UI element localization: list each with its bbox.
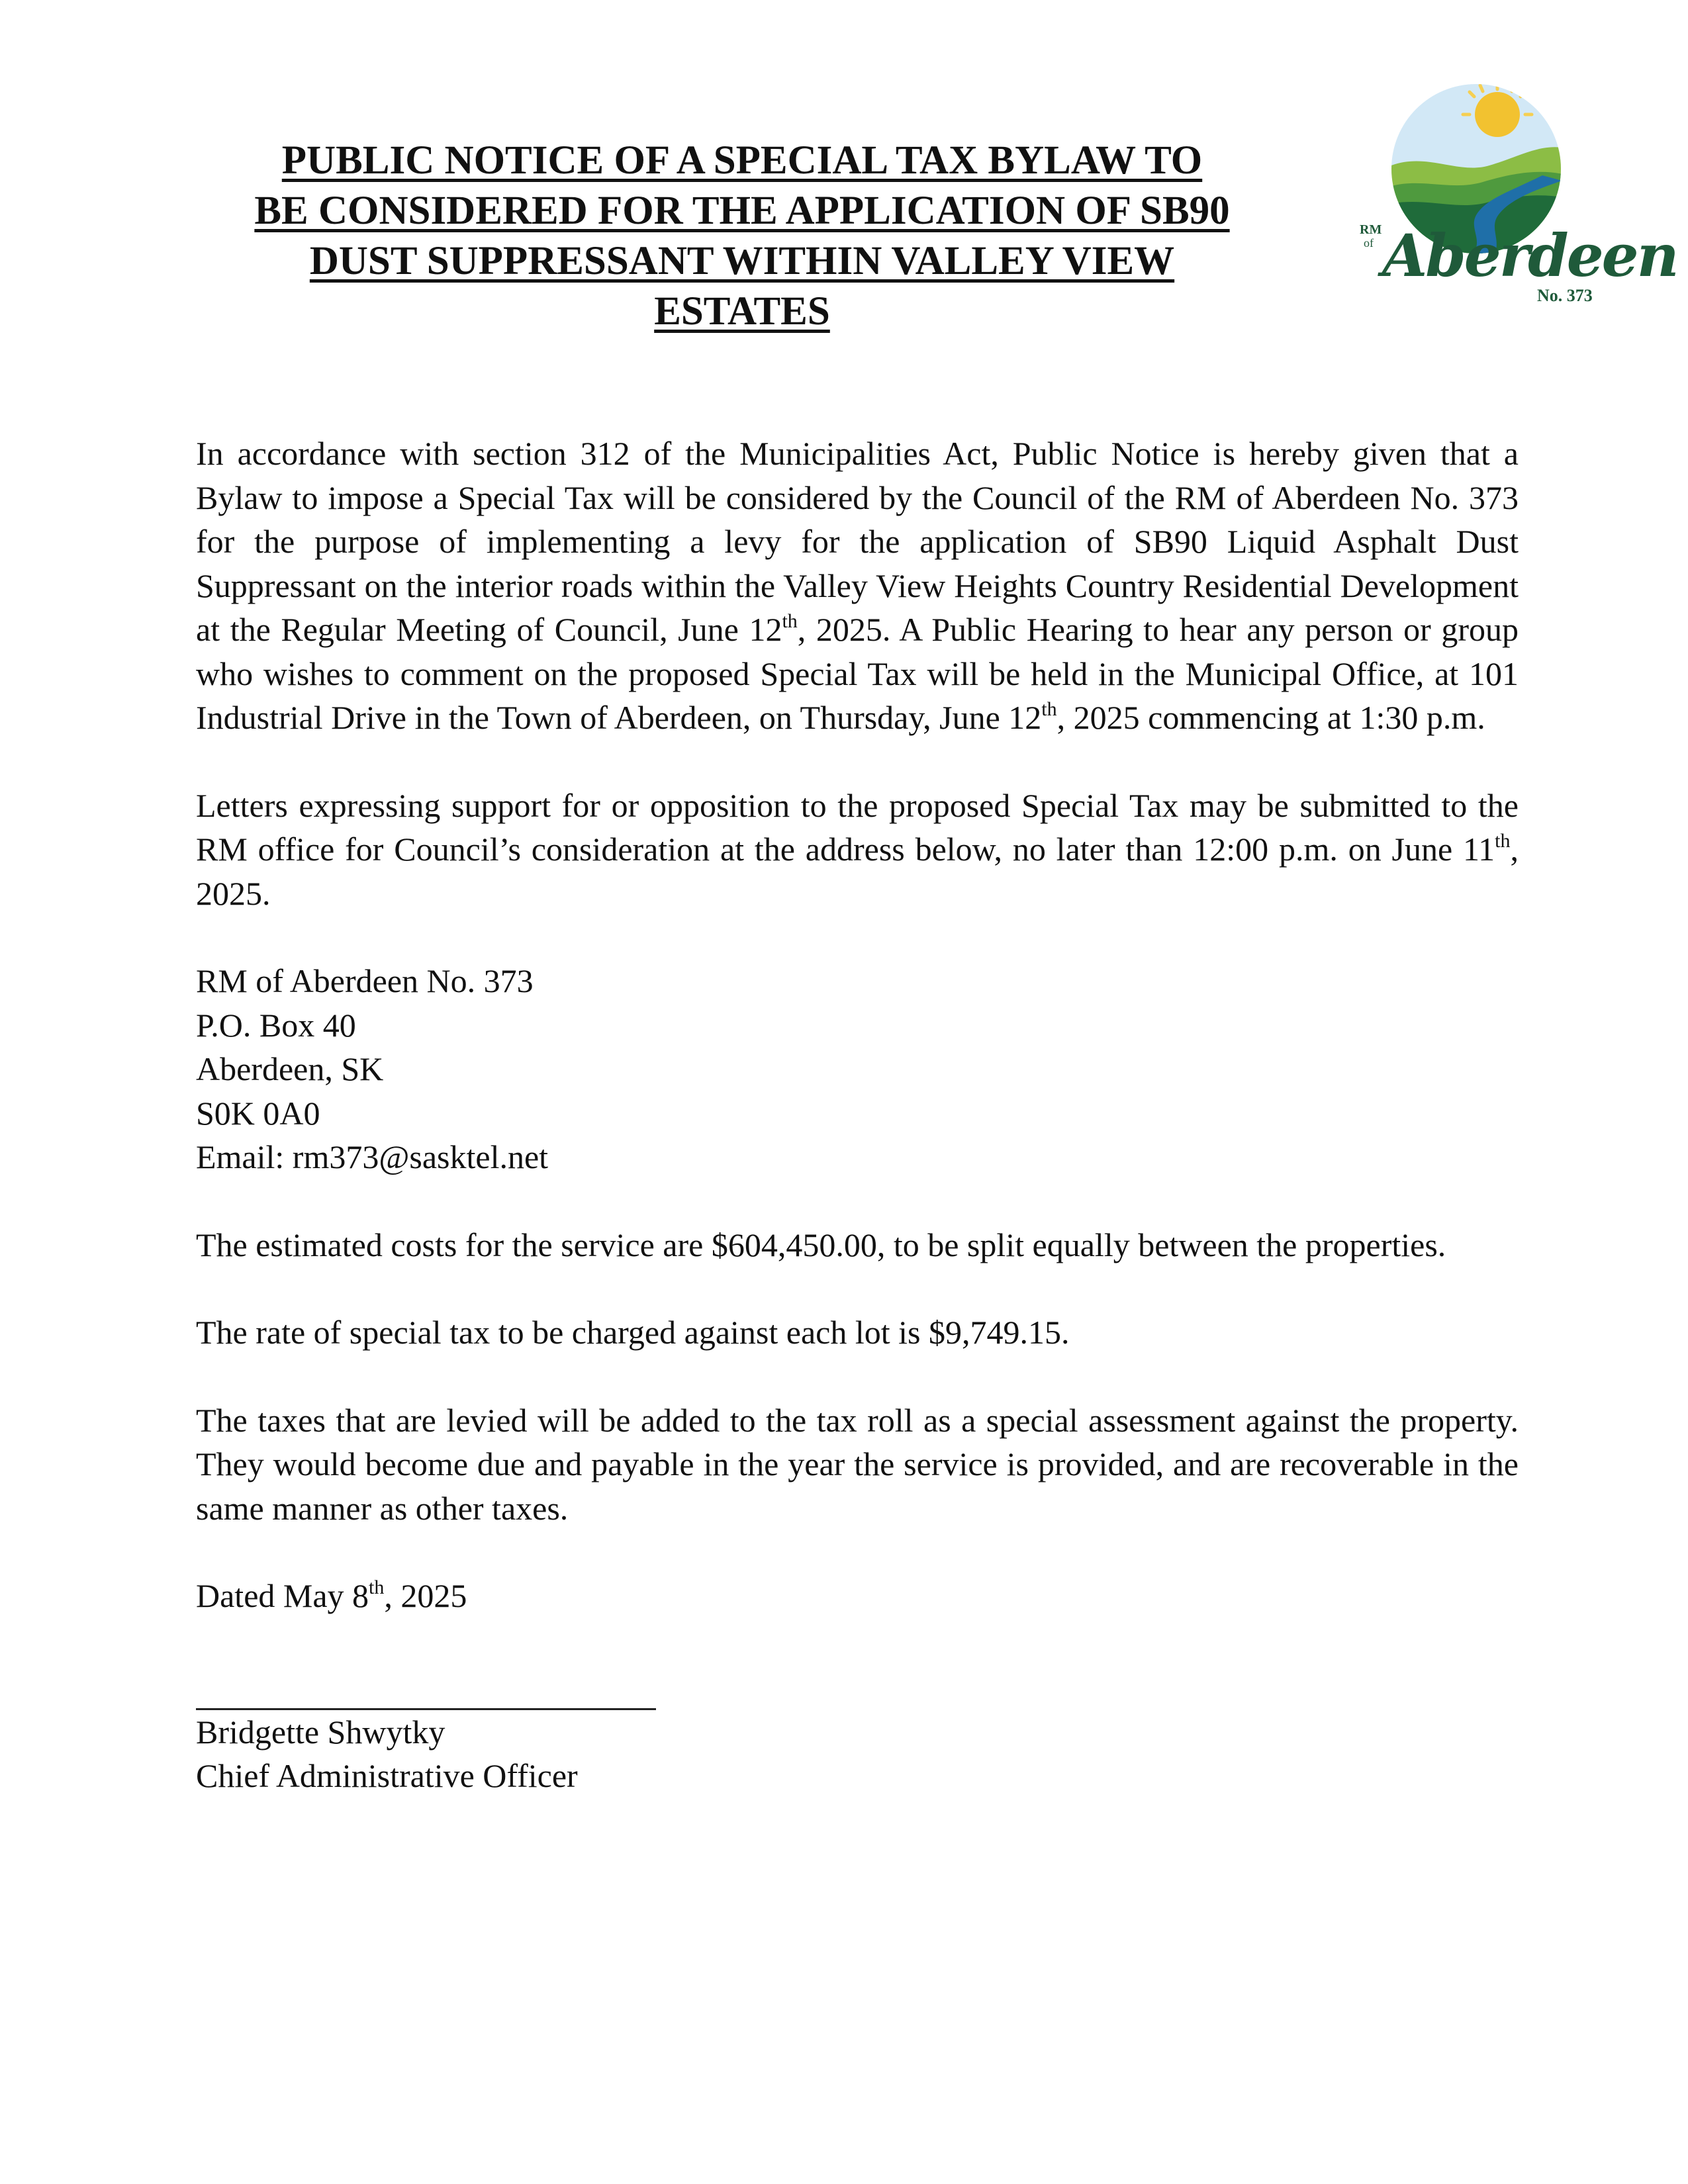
- title-line-3: DUST SUPPRESSANT WITHIN VALLEY VIEW: [309, 239, 1175, 283]
- address-email: Email: rm373@sasktel.net: [196, 1138, 549, 1175]
- notice-body: [196, 432, 1519, 1798]
- logo-sun-icon: [1475, 92, 1520, 137]
- title-line-2: BE CONSIDERED FOR THE APPLICATION OF SB90: [254, 189, 1230, 233]
- dated-line: Dated May 8th, 2025: [196, 1576, 467, 1614]
- address-line: P.O. Box 40: [196, 1006, 356, 1044]
- mailing-address: [196, 959, 1519, 1179]
- signatory-name: Bridgette Shwytky: [196, 1713, 445, 1751]
- notice-title: [196, 136, 1288, 337]
- paragraph-tax-rate: The rate of special tax to be charged against each lot is $9,749.15.: [196, 1314, 1070, 1351]
- paragraph-tax-roll: The taxes that are levied will be added to the tax roll as a special assessment against the property. They would become due and payable in the year the service is provided, and are recoverable in the same manner as other taxes.: [196, 1401, 1519, 1527]
- title-line-4: ESTATES: [654, 289, 830, 334]
- address-line: Aberdeen, SK: [196, 1050, 384, 1087]
- title-line-1: PUBLIC NOTICE OF A SPECIAL TAX BYLAW TO: [281, 138, 1203, 183]
- logo-number: No. 373: [1537, 286, 1593, 305]
- paragraph-estimated-costs: The estimated costs for the service are $604,450.00, to be split equally between the properties.: [196, 1226, 1446, 1263]
- logo-rm: RM: [1360, 222, 1382, 237]
- paragraph-public-notice: In accordance with section 312 of the Municipalities Act, Public Notice is hereby given that a Bylaw to impose a Special Tax will be considered by the Council of the RM of Aberdeen No. 373 for the purpose of implementing a levy for the application of SB90 Liquid Asphalt Dust Suppressant on the interior roads within the Valley View Heights Country Residential Development at the Regular Meeting of Council, June 12th, 2025. A Public Hearing to hear any person or group who wishes to comment on the proposed Special Tax will be held in the Municipal Office, at 101 Industrial Drive in the Town of Aberdeen, on Thursday, June 12th, 2025 commencing at 1:30 p.m.: [196, 435, 1519, 736]
- paragraph-letters: Letters expressing support for or opposition to the proposed Special Tax may be submitted to the RM office for Council’s consideration at the address below, no later than 12:00 p.m. on June 11th, 2025.: [196, 786, 1519, 912]
- signatory-title: Chief Administrative Officer: [196, 1757, 578, 1794]
- address-line: S0K 0A0: [196, 1094, 320, 1132]
- logo-of: of: [1364, 236, 1374, 250]
- address-line: RM of Aberdeen No. 373: [196, 962, 534, 999]
- rm-aberdeen-logo: [1344, 76, 1677, 314]
- logo-name: Aberdeen: [1382, 221, 1677, 290]
